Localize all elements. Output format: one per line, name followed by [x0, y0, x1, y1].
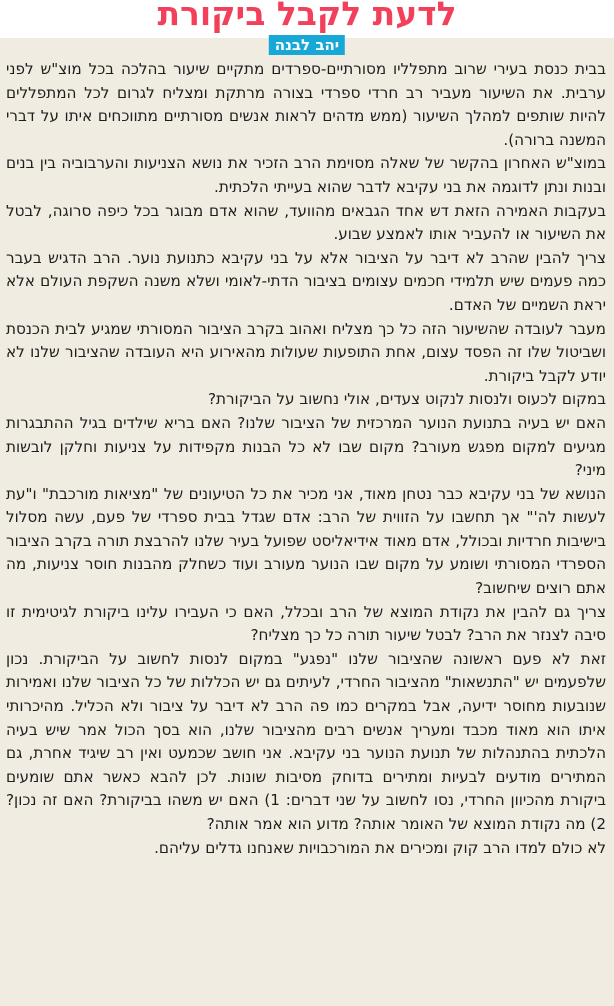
- paragraph: צריך גם להבין את נקודת המוצא של הרב ובכלל, האם כי העבירו עלינו ביקורת לגיטימית זו סיבה לצנזר את הרב? לבטל שיעור תורה כל כך מצליח?: [6, 602, 606, 645]
- paragraph: בבית כנסת בעירי שרוב מתפלליו מסורתיים-ספרדים מתקיים שיעור בהלכה בכל מוצ"ש לפני ערבית. את השיעור מעביר רב חרדי ספרדי בצורה מרתקת ומצליח לגרום לכל המתפללים להיות שותפים למהלך השיעור (ממש מדהים לראות אנשים מסורתיים מתווכחים איתו על דברי המשנה ברורה).: [6, 60, 606, 149]
- paragraph: בעקבות האמירה הזאת דש אחד הגבאים מהוועד, שהוא אדם מבוגר בכל כיפה סרוגה, לבטל את השיעור או להעביר אותו לאמצע שבוע.: [6, 201, 606, 244]
- paragraph: הנושא של בני עקיבא כבר נטחן מאוד, אני מכיר את כל הטיעונים של "מציאות מורכבת" ו"עת לעשות לה'" אך תחשבו על הזווית של הרב: אדם שגדל בבית ספרדי של פעם, עשה מסלול בישיבות חרדיות ובכולל, אדם מאוד אידיאליסט שפועל בעיר שלנו להרבצת תורה בקרב הציבור הספרדי המסורתי ושומע על מקום שבו הנוער מעורב ועוד כשחלק מהבנות חוסר צניעות, מה אתם רוצים שיחשוב?: [6, 484, 606, 598]
- paragraph: זאת לא פעם ראשונה שהציבור שלנו "נפגע" במקום לנסות לחשוב על הביקורת. נכון שלפעמים יש "התנשאות" מהציבור החרדי, לעיתים גם יש הכללות של כל הציבור שלנו ואמירות שנובעות מחוסר ידיעה, אבל במקרים כמו פה הרב לא דיבר על ציבור ולא הכליל. מהיכרותי איתו הוא מאוד מכבד ומעריך אנשים רבים מהציבור שלנו, הוא בסך הכול אמר שיש בעיה הלכתית בהתנהלות של תנועת הנוער בני עקיבא. אני חושב שכמעט ואין רב שיגיד אחרת, גם המתירים מודעים לבעיות ומתירים בדוחק מסיבות שונות. לכן להבא כאשר אתם שומעים ביקורת מהכיוון החרדי, נסו לחשוב על שני דברים: 1) האם יש משהו בביקורת? האם זה נכון? 2) מה נקודת המוצא של האומר אותה? מדוע הוא אמר אותה?: [6, 649, 606, 833]
- paragraph: האם יש בעיה בתנועת הנוער המרכזית של הציבור שלנו? האם בריא שילדים בגיל ההתבגרות מגיעים למקום מפגש מעורב? מקום שבו לא כל הבנות מקפידות על צניעות וחלקן לובשות מיני?: [6, 413, 606, 480]
- paragraph: לא כולם למדו הרב קוק ומכירים את המורכבויות שאנחנו גדלים עליהם.: [154, 838, 606, 857]
- author-byline: יהב לבנה: [269, 35, 345, 55]
- article-body: [6, 58, 606, 1006]
- paragraph: במקום לכעוס ולנסות לנקוט צעדים, אולי נחשוב על הביקורת?: [207, 390, 606, 409]
- paragraph: מעבר לעובדה שהשיעור הזה כל כך מצליח ואהוב בקרב הציבור המסורתי שמגיע לבית הכנסת ושביטול שלו זה הפסד עצום, אחת התופעות שעולות מהאירוע היא העובדה שהציבור שלנו לא יודע לקבל ביקורת.: [6, 319, 606, 385]
- paragraph: במוצ"ש האחרון בהקשר של שאלה מסוימת הרב הזכיר את נושא הצניעות והערבוביה בין בנים ובנות ונתן לדוגמה את בני עקיבא לדבר שהוא בעייתי הלכתית.: [6, 154, 606, 196]
- article-title: לדעת לקבל ביקורת: [0, 0, 614, 38]
- paragraph: צריך להבין שהרב לא דיבר על הציבור אלא על בני עקיבא כתנועת נוער. הרב הדגיש בעבר כמה פעמים שיש תלמידי חכמים עצומים בציבור הדתי-לאומי ושלא משנה השקפת העולם אלא יראת השמיים של האדם.: [6, 248, 606, 314]
